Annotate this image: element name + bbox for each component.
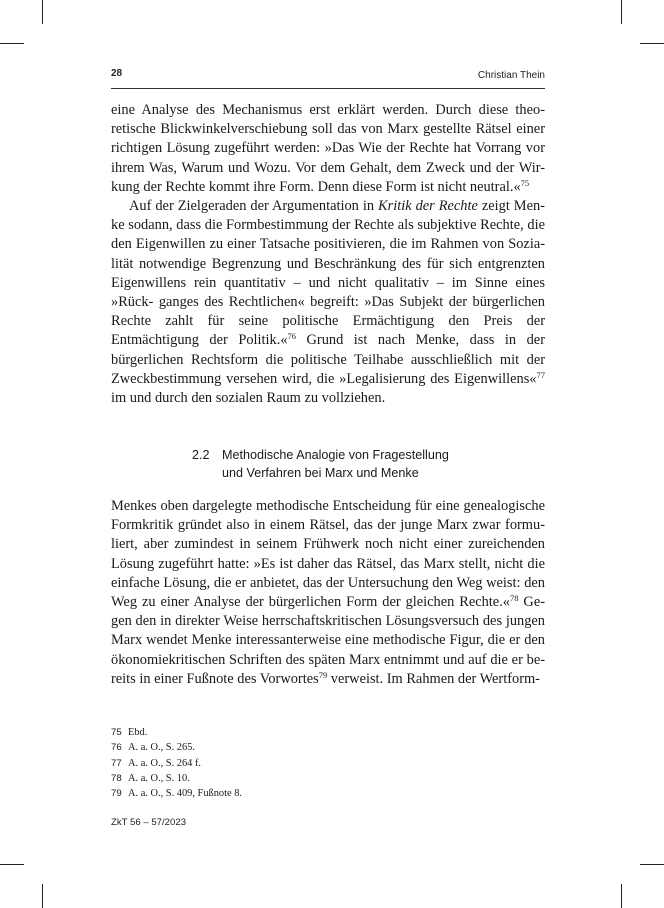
text-line: Ge-: [518, 594, 546, 611]
running-head-author: Christian Thein: [477, 70, 545, 81]
text-line: Auf der Zielgeraden der Argumentation in: [129, 198, 378, 215]
text-line: Formkritik gründet also in einem Rätsel, das der junge Marx zwar formu-: [111, 517, 545, 534]
text-line: die politische Teilhabe ausschließlich mit der Zweckbestimmung versehen: [111, 351, 545, 387]
paragraph-2: [111, 197, 545, 408]
text-line: zahlt für seine politische Ermächtigung den Preis der Entmächtigung der: [111, 313, 545, 349]
section-heading: [192, 446, 532, 482]
footnote-75: [111, 725, 545, 740]
text-line: Weg zu einer Analyse der bürgerlichen Form der gleichen Rechte.«: [111, 594, 510, 611]
page-header: [111, 68, 545, 86]
text-line: Raum zu vollziehen.: [266, 390, 386, 407]
section-heading-line-1: [192, 446, 532, 464]
footnote-number: 76: [111, 742, 122, 754]
text-line: im und durch den sozialen: [111, 390, 263, 407]
text-line: retische Blickwinkelverschiebung soll das von Marx gestellte Rätsel einer: [111, 121, 545, 138]
footnote-ref-76[interactable]: 76: [287, 331, 297, 342]
text-line: den Eigenwillen zu einer Tatsache positivieren, die im Rahmen von Sozia-: [111, 236, 545, 253]
text-line: verweist. Im Rahmen der Wertform-: [327, 670, 540, 687]
text-line: eine Analyse des Mechanismus erst erklärt werden. Durch diese theo-: [111, 102, 545, 118]
footnote-ref-77[interactable]: 77: [536, 369, 546, 380]
text-line: Grund ist nach Menke, dass in der bürgerlichen Rechtsform: [111, 332, 545, 368]
body-text-top: [111, 101, 545, 408]
footnote-number: 75: [111, 727, 122, 738]
text-line: richtigen Lösung zugeführt werden: »Das Wie der Rechte hat Vorrang vor: [111, 140, 545, 157]
section-number: 2.2: [192, 448, 210, 462]
footnote-77: [111, 756, 545, 771]
text-line: Marx wendet Menke interessanterweise eine methodische Figur, die er den: [111, 632, 545, 649]
text-line: kung der Rechte kommt ihre Form. Denn diese Form ist nicht neutral.«: [111, 178, 521, 195]
page-footer-journal: ZkT 56 – 57/2023: [111, 817, 187, 828]
crop-mark-top-right: [621, 0, 622, 24]
book-title: Kritik der Rechte: [378, 198, 478, 215]
text-line: lität notwendige Begrenzung und Beschränkung des für sich entgrenzten: [111, 255, 545, 272]
text-line: einfache Lösung, die er anbietet, das der Untersuchung den Weg weist: den: [111, 574, 545, 591]
text-line: ihrem Was, Warum und Wozu. Vor dem Gehalt, dem Zweck und der Wir-: [111, 159, 545, 176]
text-line: Menkes oben dargelegte methodische Entscheidung für eine genealogische: [111, 498, 545, 514]
footnote-ref-75[interactable]: 75: [520, 177, 530, 188]
footnote-ref-79[interactable]: 79: [318, 669, 328, 680]
text-line: gen den in direkter Weise herrschaftskritischen Lösungsversuch des jungen: [111, 613, 545, 630]
footnotes: [111, 725, 545, 801]
text-line: Lösung zugeführt hatte: »Es ist daher das Rätsel, das Marx stellt, nicht die: [111, 555, 545, 572]
text-line: Eigenwillens rein quantitativ – und nicht qualitativ – im Sinne eines »Rück-: [111, 274, 545, 311]
section-title-line-2: und Verfahren bei Marx und Menke: [222, 466, 419, 480]
text-line: ökonomiekritischen Schriften des späten Marx entnimmt und auf die er be-: [111, 651, 545, 668]
body-text-bottom: [111, 497, 545, 689]
text-line: wird, die »Legalisierung des Eigenwillens«: [282, 370, 537, 387]
footnote-text: A. a. O., S. 409, Fußnote 8.: [128, 788, 243, 800]
section-title-line-1: Methodische Analogie von Fragestellung: [222, 448, 449, 462]
text-line: liert, aber zumindest in seinem Frühwerk noch nicht einer zureichenden: [111, 536, 545, 553]
footnote-76: [111, 740, 545, 755]
footnote-text: Ebd.: [128, 727, 148, 738]
footnote-number: 77: [111, 757, 122, 769]
footnote-79: [111, 786, 545, 801]
crop-mark-bottom-left: [42, 884, 43, 908]
text-line: zeigt Men-: [477, 198, 545, 215]
footnote-text: A. a. O., S. 264 f.: [128, 757, 202, 769]
footnote-number: 78: [111, 772, 122, 784]
footnote-78: [111, 771, 545, 786]
crop-mark-left-bottom: [0, 864, 24, 865]
footnote-text: A. a. O., S. 10.: [128, 772, 190, 784]
paragraph-3: [111, 497, 545, 689]
text-line: Politik.«: [238, 332, 288, 349]
crop-mark-left-top: [0, 43, 24, 44]
crop-mark-bottom-right: [621, 884, 622, 908]
footnote-ref-78[interactable]: 78: [510, 593, 519, 604]
crop-mark-right-top: [640, 43, 664, 44]
paragraph-1: [111, 101, 545, 197]
footnote-text: A. a. O., S. 265.: [128, 742, 195, 754]
text-line: ke sodann, dass die Formbestimmung der Rechte als subjektive Rechte, die: [111, 217, 545, 234]
text-line: reits in einer Fußnote des Vorwortes: [111, 670, 319, 687]
footnote-number: 79: [111, 788, 122, 800]
crop-mark-top-left: [42, 0, 43, 24]
crop-mark-right-bottom: [640, 864, 664, 865]
page-number: 28: [111, 68, 123, 79]
header-rule: [111, 88, 545, 89]
text-line: ganges des Rechtlichen« begreift: »Das Subjekt der bürgerlichen Rechte: [111, 294, 545, 330]
